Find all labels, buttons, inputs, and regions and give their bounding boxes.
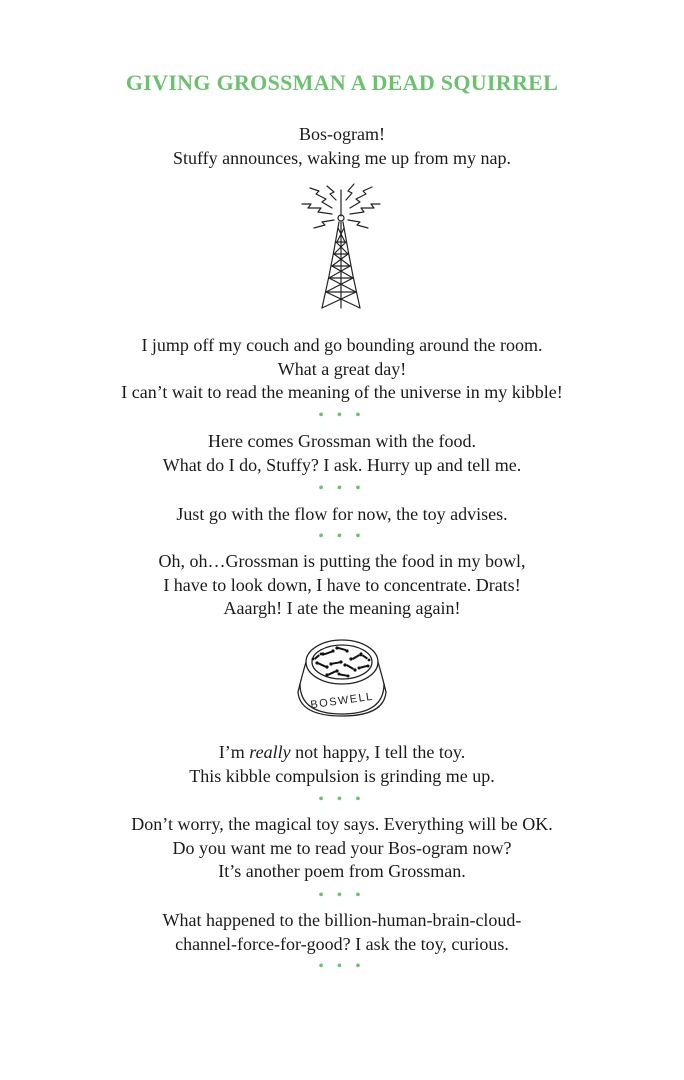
- stanza-line: It’s another poem from Grossman.: [218, 861, 466, 881]
- stanza-2: [0, 334, 684, 405]
- stanza-line: Just go with the flow for now, the toy advises.: [176, 504, 508, 524]
- stanza-line: This kibble compulsion is grinding me up.: [189, 765, 495, 786]
- section-separator: • • •: [318, 888, 366, 903]
- stanza-line: [0, 741, 684, 765]
- stanza-line: What do I do, Stuffy? I ask. Hurry up and tell me.: [162, 454, 522, 475]
- stanza-line: Don’t worry, the magical toy says. Everything will be OK.: [131, 814, 553, 834]
- section-separator: • • •: [318, 408, 366, 423]
- stanza-4: [0, 503, 684, 527]
- stanza-8: [0, 909, 684, 956]
- stanza-6: [0, 741, 684, 788]
- stanza-line: Here comes Grossman with the food.: [208, 431, 476, 451]
- emphasis-run: really: [249, 742, 291, 762]
- stanza-line: Do you want me to read your Bos-ogram now?: [172, 837, 512, 858]
- stanza-3: [0, 430, 684, 477]
- stanza-5: [0, 550, 684, 621]
- stanza-line: Stuffy announces, waking me up from my nap.: [172, 147, 512, 168]
- text-run: I’m: [218, 742, 250, 762]
- stanza-7: [0, 813, 684, 884]
- stanza-line: I can’t wait to read the meaning of the universe in my kibble!: [121, 382, 563, 402]
- dog-bowl-icon: [294, 632, 390, 718]
- stanza-line: I have to look down, I have to concentrate. Drats!: [163, 574, 521, 595]
- text-run: not happy, I tell the toy.: [290, 742, 466, 762]
- section-separator: • • •: [318, 529, 366, 544]
- stanza-line: Oh, oh…Grossman is putting the food in my bowl,: [158, 551, 526, 571]
- stanza-line: What happened to the billion-human-brain-cloud-: [162, 910, 522, 930]
- stanza-1: [0, 123, 684, 170]
- page-title: GIVING GROSSMAN A DEAD SQUIRREL: [125, 70, 559, 95]
- section-separator: • • •: [318, 481, 366, 496]
- stanza-line: I jump off my couch and go bounding around the room.: [141, 335, 543, 355]
- stanza-line: Aaargh! I ate the meaning again!: [223, 598, 461, 618]
- section-separator: • • •: [318, 959, 366, 974]
- section-separator: • • •: [318, 792, 366, 807]
- stanza-line: What a great day!: [277, 358, 407, 379]
- stanza-line: Bos-ogram!: [299, 124, 385, 144]
- radio-tower-icon: [296, 180, 388, 316]
- bowl-label: BOSWELL: [309, 690, 375, 712]
- stanza-line: channel-force-for-good? I ask the toy, curious.: [175, 933, 509, 954]
